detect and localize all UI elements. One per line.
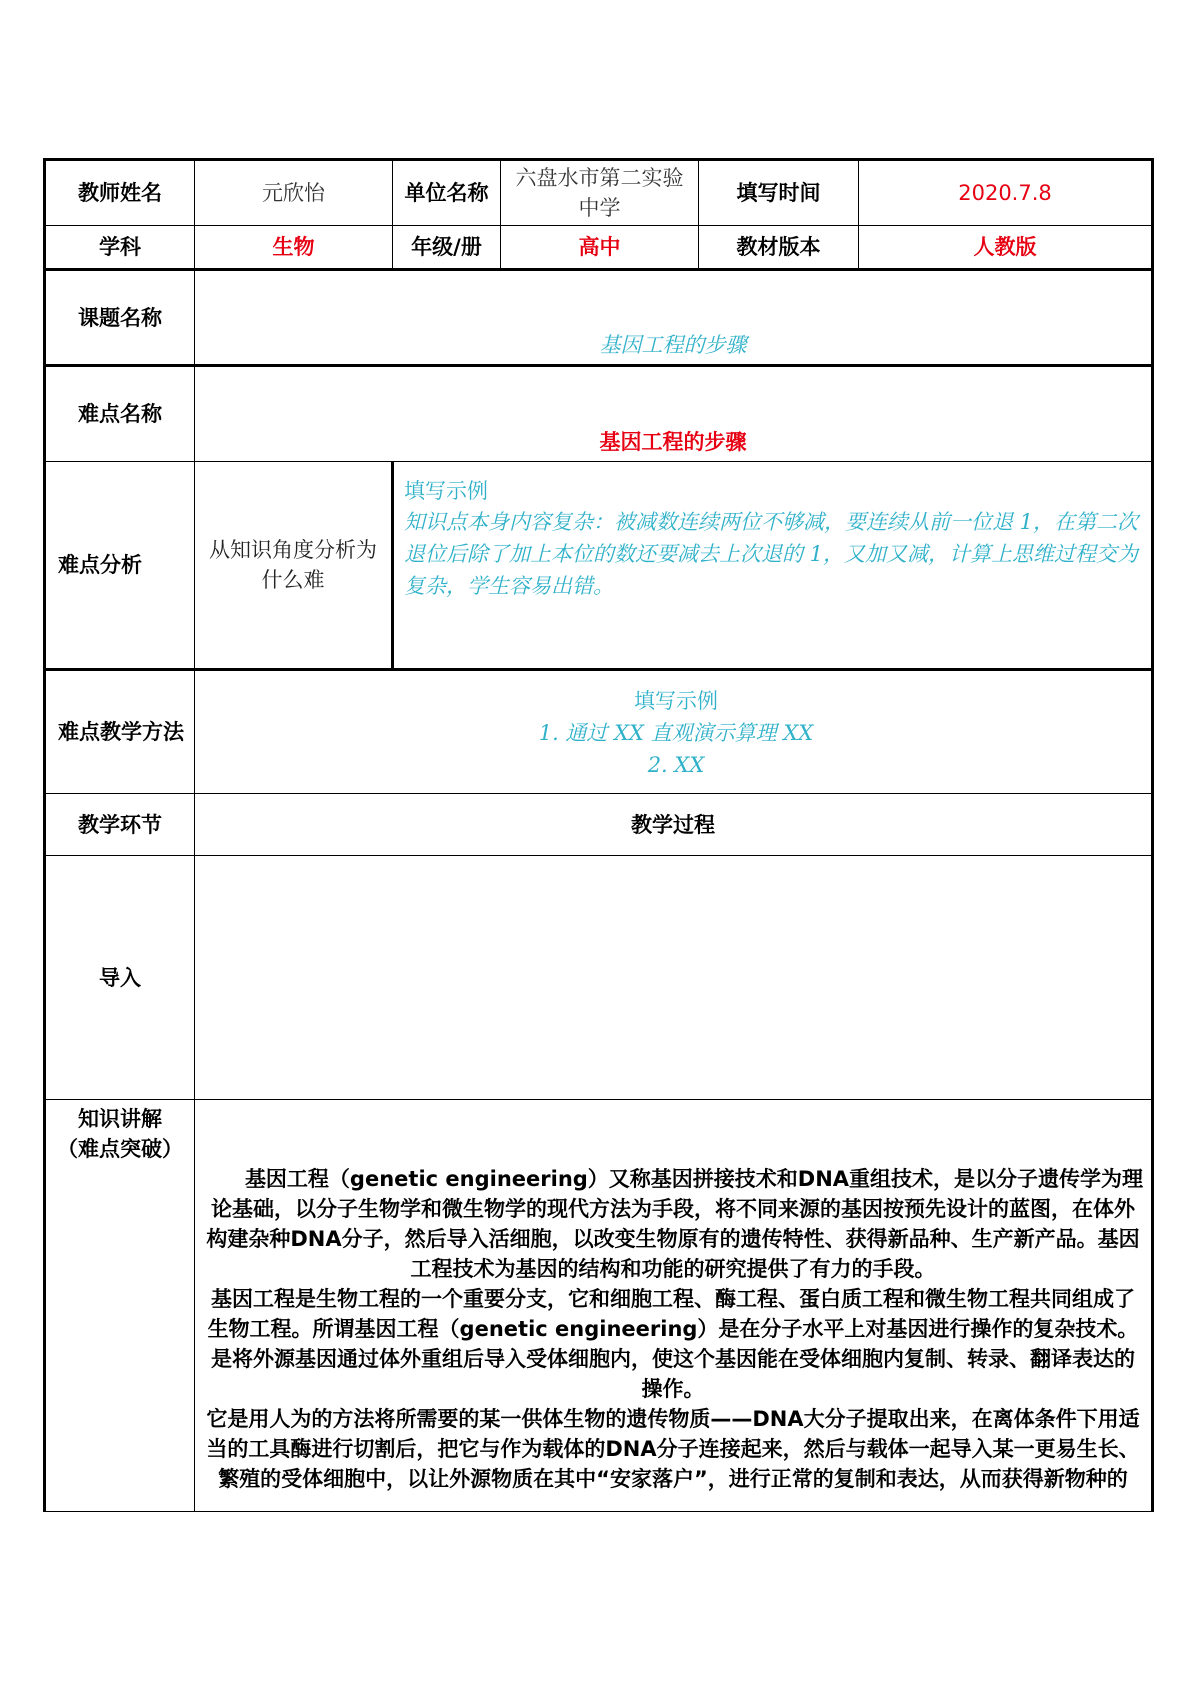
subject-value: 生物 [195, 226, 393, 270]
knowledge-label-cell [45, 1100, 195, 1512]
edition-label: 教材版本 [699, 226, 859, 270]
difficulty-value-cell [195, 366, 1153, 462]
lesson-plan-table [43, 158, 1154, 1512]
teacher-name-value: 元欣怡 [195, 160, 393, 226]
knowledge-label-line1: 知识讲解 [78, 1107, 162, 1131]
intro-label: 导入 [45, 856, 195, 1100]
method-example-heading: 填写示例 [634, 689, 718, 713]
knowledge-label-line2: （难点突破） [57, 1137, 183, 1161]
topic-value: 基因工程的步骤 [599, 333, 747, 357]
analysis-label: 难点分析 [45, 462, 195, 670]
topic-value-cell [195, 270, 1153, 366]
process-label: 教学环节 [45, 794, 195, 856]
fill-date-label: 填写时间 [699, 160, 859, 226]
topic-label: 课题名称 [45, 270, 195, 366]
knowledge-content [195, 1100, 1153, 1512]
process-header: 教学过程 [195, 794, 1153, 856]
method-item-1: 1. 通过 XX 直观演示算理 XX [538, 721, 814, 745]
analysis-example-heading: 填写示例 [404, 479, 488, 503]
analysis-sub-label: 从知识角度分析为什么难 [195, 462, 393, 670]
analysis-example-text: 知识点本身内容复杂：被减数连续两位不够减，要连续从前一位退 1，在第二次退位后除了加上本位的数还要减去上次退的 1，又加又减，计算上思维过程交为复杂，学生容易出错。 [404, 510, 1139, 598]
edition-value: 人教版 [859, 226, 1153, 270]
fill-date-value: 2020.7.8 [859, 160, 1153, 226]
grade-label: 年级/册 [393, 226, 501, 270]
method-cell [195, 670, 1153, 794]
grade-value: 高中 [501, 226, 699, 270]
method-item-2: 2. XX [647, 753, 705, 777]
unit-name-label: 单位名称 [393, 160, 501, 226]
difficulty-label: 难点名称 [45, 366, 195, 462]
knowledge-paragraph-3: 它是用人为的方法将所需要的某一供体生物的遗传物质——DNA大分子提取出来，在离体条件下用适当的工具酶进行切割后，把它与作为载体的DNA分子连接起来，然后与载体一起导入某一更易生长、繁殖的受体细胞中，以让外源物质在其中“安家落户”，进行正常的复制和表达，从而获得新物种的 [206, 1407, 1140, 1491]
subject-label: 学科 [45, 226, 195, 270]
analysis-example-cell [393, 462, 1153, 670]
difficulty-value: 基因工程的步骤 [599, 430, 747, 454]
intro-content [195, 856, 1153, 1100]
unit-name-value: 六盘水市第二实验中学 [501, 160, 699, 226]
method-label: 难点教学方法 [45, 670, 195, 794]
teacher-name-label: 教师姓名 [45, 160, 195, 226]
knowledge-paragraph-2: 基因工程是生物工程的一个重要分支，它和细胞工程、酶工程、蛋白质工程和微生物工程共同组成了生物工程。所谓基因工程（genetic engineering）是在分子水平上对基因进行操作的复杂技术。是将外源基因通过体外重组后导入受体细胞内，使这个基因能在受体细胞内复制、转录、翻译表达的操作。 [207, 1287, 1139, 1401]
knowledge-paragraph-1: 基因工程（genetic engineering）又称基因拼接技术和DNA重组技术，是以分子遗传学为理论基础，以分子生物学和微生物学的现代方法为手段，将不同来源的基因按预先设计的蓝图，在体外构建杂种DNA分子，然后导入活细胞，以改变生物原有的遗传特性、获得新品种、生产新产品。基因工程技术为基因的结构和功能的研究提供了有力的手段。 [206, 1167, 1144, 1281]
